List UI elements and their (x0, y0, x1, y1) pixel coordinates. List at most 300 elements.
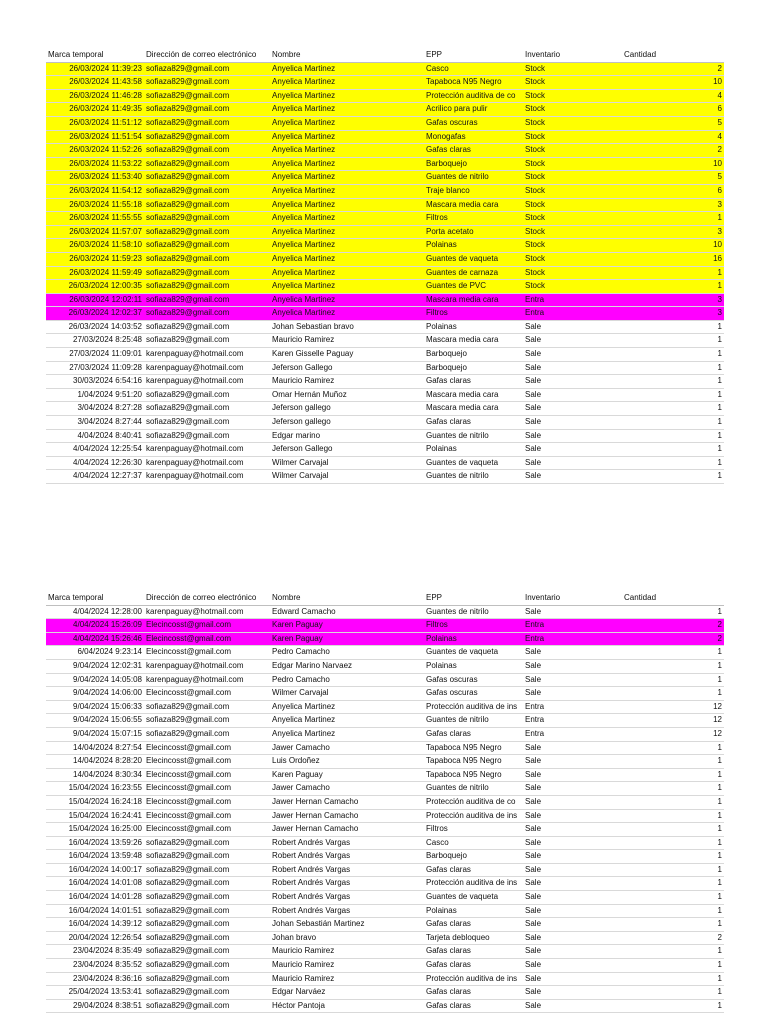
email-cell: sofiaza829@gmail.com (144, 931, 270, 945)
table-row (46, 986, 724, 1000)
inventory-cell: Sale (523, 959, 622, 973)
inventory-cell: Stock (523, 184, 622, 198)
table-row (46, 252, 724, 266)
inventory-cell: Sale (523, 375, 622, 389)
epp-cell: Protección auditiva de ins (424, 700, 523, 714)
quantity-cell: 2 (622, 144, 724, 158)
email-cell: sofiaza829@gmail.com (144, 402, 270, 416)
inventory-cell: Sale (523, 904, 622, 918)
epp-cell: Tapaboca N95 Negro (424, 76, 523, 90)
table-row (46, 348, 724, 362)
column-header: Marca temporal (46, 592, 144, 605)
name-cell: Mauricio Ramirez (270, 334, 424, 348)
timestamp-cell: 4/04/2024 8:40:41 (46, 429, 144, 443)
epp-cell: Gafas oscuras (424, 687, 523, 701)
inventory-cell: Sale (523, 768, 622, 782)
epp-cell: Acrilico para pulir (424, 103, 523, 117)
inventory-table (46, 49, 724, 484)
email-cell: sofiaza829@gmail.com (144, 266, 270, 280)
inventory-cell: Sale (523, 334, 622, 348)
quantity-cell: 1 (622, 795, 724, 809)
quantity-cell: 1 (622, 782, 724, 796)
email-cell: Elecincosst@gmail.com (144, 782, 270, 796)
inventory-cell: Sale (523, 863, 622, 877)
quantity-cell: 16 (622, 252, 724, 266)
table-row (46, 116, 724, 130)
inventory-cell: Sale (523, 850, 622, 864)
column-header: Inventario (523, 49, 622, 62)
name-cell: Jawer Hernan Camacho (270, 823, 424, 837)
quantity-cell: 1 (622, 755, 724, 769)
name-cell: Anyelica Martinez (270, 225, 424, 239)
epp-cell: Protección auditiva de co (424, 89, 523, 103)
quantity-cell: 1 (622, 416, 724, 430)
email-cell: sofiaza829@gmail.com (144, 62, 270, 76)
table-row (46, 198, 724, 212)
table-row (46, 171, 724, 185)
name-cell: Anyelica Martinez (270, 293, 424, 307)
name-cell: Anyelica Martinez (270, 727, 424, 741)
quantity-cell: 1 (622, 375, 724, 389)
email-cell: sofiaza829@gmail.com (144, 239, 270, 253)
name-cell: Johan Sebastian bravo (270, 320, 424, 334)
inventory-cell: Sale (523, 972, 622, 986)
name-cell: Pedro Camacho (270, 673, 424, 687)
epp-cell: Tapaboca N95 Negro (424, 741, 523, 755)
name-cell: Anyelica Martinez (270, 714, 424, 728)
timestamp-cell: 3/04/2024 8:27:28 (46, 402, 144, 416)
timestamp-cell: 26/03/2024 11:57:07 (46, 225, 144, 239)
quantity-cell: 4 (622, 130, 724, 144)
email-cell: karenpaguay@hotmail.com (144, 361, 270, 375)
email-cell: sofiaza829@gmail.com (144, 198, 270, 212)
table-row (46, 184, 724, 198)
inventory-cell: Sale (523, 918, 622, 932)
inventory-cell: Sale (523, 443, 622, 457)
table-row (46, 62, 724, 76)
name-cell: Robert Andrés Vargas (270, 877, 424, 891)
epp-cell: Mascara media cara (424, 402, 523, 416)
name-cell: Anyelica Martinez (270, 76, 424, 90)
table-row (46, 619, 724, 633)
inventory-cell: Stock (523, 62, 622, 76)
timestamp-cell: 16/04/2024 13:59:26 (46, 836, 144, 850)
quantity-cell: 1 (622, 212, 724, 226)
email-cell: sofiaza829@gmail.com (144, 280, 270, 294)
quantity-cell: 3 (622, 293, 724, 307)
column-header: Marca temporal (46, 49, 144, 62)
inventory-cell: Stock (523, 144, 622, 158)
name-cell: Edgar Marino Narvaez (270, 659, 424, 673)
email-cell: sofiaza829@gmail.com (144, 171, 270, 185)
quantity-cell: 1 (622, 959, 724, 973)
name-cell: Mauricio Ramirez (270, 375, 424, 389)
email-cell: sofiaza829@gmail.com (144, 130, 270, 144)
table-row (46, 266, 724, 280)
name-cell: Anyelica Martinez (270, 103, 424, 117)
email-cell: karenpaguay@hotmail.com (144, 673, 270, 687)
timestamp-cell: 16/04/2024 13:59:48 (46, 850, 144, 864)
email-cell: Elecincosst@gmail.com (144, 768, 270, 782)
table-row (46, 89, 724, 103)
name-cell: Robert Andrés Vargas (270, 863, 424, 877)
quantity-cell: 3 (622, 198, 724, 212)
email-cell: sofiaza829@gmail.com (144, 972, 270, 986)
table-row (46, 659, 724, 673)
timestamp-cell: 4/04/2024 12:28:00 (46, 605, 144, 619)
table-row (46, 320, 724, 334)
epp-cell: Polainas (424, 659, 523, 673)
timestamp-cell: 26/03/2024 11:43:58 (46, 76, 144, 90)
table-row (46, 850, 724, 864)
timestamp-cell: 20/04/2024 12:26:54 (46, 931, 144, 945)
epp-cell: Gafas claras (424, 144, 523, 158)
email-cell: sofiaza829@gmail.com (144, 850, 270, 864)
timestamp-cell: 15/04/2024 16:25:00 (46, 823, 144, 837)
table-row (46, 782, 724, 796)
email-cell: sofiaza829@gmail.com (144, 293, 270, 307)
table-row (46, 402, 724, 416)
header-row (46, 592, 724, 605)
table-row (46, 130, 724, 144)
quantity-cell: 1 (622, 266, 724, 280)
epp-cell: Protección auditiva de ins (424, 972, 523, 986)
inventory-cell: Sale (523, 741, 622, 755)
epp-cell: Casco (424, 62, 523, 76)
inventory-cell: Entra (523, 307, 622, 321)
table-row (46, 945, 724, 959)
email-cell: sofiaza829@gmail.com (144, 89, 270, 103)
table-row (46, 375, 724, 389)
epp-cell: Gafas claras (424, 918, 523, 932)
timestamp-cell: 16/04/2024 14:00:17 (46, 863, 144, 877)
table-row (46, 456, 724, 470)
name-cell: Mauricio Ramirez (270, 972, 424, 986)
timestamp-cell: 14/04/2024 8:28:20 (46, 755, 144, 769)
inventory-cell: Entra (523, 700, 622, 714)
timestamp-cell: 26/03/2024 11:49:35 (46, 103, 144, 117)
inventory-cell: Sale (523, 891, 622, 905)
timestamp-cell: 16/04/2024 14:01:28 (46, 891, 144, 905)
quantity-cell: 3 (622, 225, 724, 239)
timestamp-cell: 9/04/2024 15:06:55 (46, 714, 144, 728)
quantity-cell: 1 (622, 972, 724, 986)
quantity-cell: 3 (622, 307, 724, 321)
table-row (46, 836, 724, 850)
email-cell: sofiaza829@gmail.com (144, 225, 270, 239)
quantity-cell: 1 (622, 659, 724, 673)
table-row (46, 646, 724, 660)
table-row (46, 741, 724, 755)
inventory-cell: Entra (523, 727, 622, 741)
table-row (46, 144, 724, 158)
epp-cell: Tapaboca N95 Negro (424, 768, 523, 782)
table-row (46, 157, 724, 171)
inventory-cell: Entra (523, 619, 622, 633)
quantity-cell: 1 (622, 320, 724, 334)
email-cell: sofiaza829@gmail.com (144, 388, 270, 402)
inventory-cell: Sale (523, 673, 622, 687)
name-cell: Johan bravo (270, 931, 424, 945)
epp-cell: Filtros (424, 307, 523, 321)
email-cell: sofiaza829@gmail.com (144, 116, 270, 130)
table-row (46, 795, 724, 809)
inventory-cell: Stock (523, 130, 622, 144)
quantity-cell: 1 (622, 904, 724, 918)
quantity-cell: 10 (622, 239, 724, 253)
email-cell: sofiaza829@gmail.com (144, 945, 270, 959)
name-cell: Robert Andrés Vargas (270, 850, 424, 864)
timestamp-cell: 9/04/2024 12:02:31 (46, 659, 144, 673)
table-row (46, 877, 724, 891)
name-cell: Héctor Pantoja (270, 999, 424, 1013)
inventory-cell: Sale (523, 755, 622, 769)
inventory-cell: Stock (523, 212, 622, 226)
timestamp-cell: 26/03/2024 11:51:12 (46, 116, 144, 130)
quantity-cell: 1 (622, 850, 724, 864)
inventory-cell: Sale (523, 456, 622, 470)
timestamp-cell: 26/03/2024 11:51:54 (46, 130, 144, 144)
inventory-cell: Sale (523, 348, 622, 362)
email-cell: sofiaza829@gmail.com (144, 429, 270, 443)
timestamp-cell: 14/04/2024 8:30:34 (46, 768, 144, 782)
epp-cell: Mascara media cara (424, 388, 523, 402)
name-cell: Robert Andrés Vargas (270, 836, 424, 850)
inventory-cell: Stock (523, 266, 622, 280)
name-cell: Jeferson Gallego (270, 361, 424, 375)
name-cell: Anyelica Martinez (270, 184, 424, 198)
inventory-cell: Stock (523, 76, 622, 90)
timestamp-cell: 26/03/2024 12:00:35 (46, 280, 144, 294)
timestamp-cell: 1/04/2024 9:51:20 (46, 388, 144, 402)
email-cell: Elecincosst@gmail.com (144, 823, 270, 837)
quantity-cell: 1 (622, 361, 724, 375)
email-cell: Elecincosst@gmail.com (144, 795, 270, 809)
epp-cell: Gafas oscuras (424, 673, 523, 687)
name-cell: Anyelica Martinez (270, 266, 424, 280)
epp-cell: Traje blanco (424, 184, 523, 198)
quantity-cell: 2 (622, 62, 724, 76)
header-row (46, 49, 724, 62)
quantity-cell: 1 (622, 605, 724, 619)
epp-cell: Guantes de nitrilo (424, 171, 523, 185)
epp-cell: Polainas (424, 239, 523, 253)
name-cell: Mauricio Ramirez (270, 945, 424, 959)
epp-cell: Barboquejo (424, 850, 523, 864)
timestamp-cell: 27/03/2024 11:09:28 (46, 361, 144, 375)
inventory-cell: Entra (523, 632, 622, 646)
epp-cell: Guantes de vaqueta (424, 646, 523, 660)
timestamp-cell: 16/04/2024 14:39:12 (46, 918, 144, 932)
quantity-cell: 1 (622, 809, 724, 823)
quantity-cell: 1 (622, 673, 724, 687)
quantity-cell: 6 (622, 103, 724, 117)
name-cell: Edgar Narváez (270, 986, 424, 1000)
quantity-cell: 5 (622, 116, 724, 130)
email-cell: Elecincosst@gmail.com (144, 741, 270, 755)
name-cell: Karen Gisselle Paguay (270, 348, 424, 362)
email-cell: Elecincosst@gmail.com (144, 755, 270, 769)
name-cell: Mauricio Ramirez (270, 959, 424, 973)
name-cell: Anyelica Martinez (270, 62, 424, 76)
quantity-cell: 1 (622, 986, 724, 1000)
epp-cell: Polainas (424, 443, 523, 457)
email-cell: sofiaza829@gmail.com (144, 144, 270, 158)
table-row (46, 714, 724, 728)
quantity-cell: 1 (622, 334, 724, 348)
quantity-cell: 1 (622, 863, 724, 877)
inventory-cell: Sale (523, 836, 622, 850)
timestamp-cell: 26/03/2024 12:02:11 (46, 293, 144, 307)
quantity-cell: 10 (622, 157, 724, 171)
name-cell: Edward Camacho (270, 605, 424, 619)
quantity-cell: 4 (622, 89, 724, 103)
column-header: Inventario (523, 592, 622, 605)
name-cell: Anyelica Martinez (270, 130, 424, 144)
name-cell: Robert Andrés Vargas (270, 891, 424, 905)
timestamp-cell: 3/04/2024 8:27:44 (46, 416, 144, 430)
epp-cell: Barboquejo (424, 348, 523, 362)
timestamp-cell: 9/04/2024 14:05:08 (46, 673, 144, 687)
quantity-cell: 1 (622, 823, 724, 837)
inventory-cell: Sale (523, 320, 622, 334)
epp-cell: Mascara media cara (424, 293, 523, 307)
epp-cell: Gafas claras (424, 416, 523, 430)
epp-cell: Gafas claras (424, 727, 523, 741)
column-header: Dirección de correo electrónico (144, 49, 270, 62)
epp-cell: Guantes de vaqueta (424, 456, 523, 470)
quantity-cell: 1 (622, 348, 724, 362)
timestamp-cell: 26/03/2024 11:59:23 (46, 252, 144, 266)
name-cell: Wilmer Carvajal (270, 456, 424, 470)
table-row (46, 605, 724, 619)
name-cell: Karen Paguay (270, 632, 424, 646)
timestamp-cell: 30/03/2024 6:54:16 (46, 375, 144, 389)
name-cell: Anyelica Martinez (270, 252, 424, 266)
epp-cell: Guantes de PVC (424, 280, 523, 294)
inventory-cell: Stock (523, 103, 622, 117)
inventory-cell: Sale (523, 931, 622, 945)
email-cell: karenpaguay@hotmail.com (144, 605, 270, 619)
quantity-cell: 1 (622, 768, 724, 782)
epp-cell: Mascara media cara (424, 198, 523, 212)
inventory-cell: Stock (523, 198, 622, 212)
email-cell: sofiaza829@gmail.com (144, 836, 270, 850)
name-cell: Karen Paguay (270, 619, 424, 633)
name-cell: Anyelica Martinez (270, 171, 424, 185)
quantity-cell: 1 (622, 388, 724, 402)
table-row (46, 293, 724, 307)
inventory-table (46, 592, 724, 1013)
epp-cell: Gafas claras (424, 863, 523, 877)
table-row (46, 755, 724, 769)
epp-cell: Barboquejo (424, 157, 523, 171)
email-cell: sofiaza829@gmail.com (144, 103, 270, 117)
timestamp-cell: 9/04/2024 14:06:00 (46, 687, 144, 701)
quantity-cell: 1 (622, 456, 724, 470)
table-row (46, 768, 724, 782)
email-cell: sofiaza829@gmail.com (144, 252, 270, 266)
quantity-cell: 10 (622, 76, 724, 90)
epp-cell: Gafas claras (424, 959, 523, 973)
timestamp-cell: 16/04/2024 14:01:08 (46, 877, 144, 891)
column-header: Nombre (270, 592, 424, 605)
epp-cell: Gafas claras (424, 375, 523, 389)
inventory-cell: Sale (523, 945, 622, 959)
table-row (46, 673, 724, 687)
quantity-cell: 1 (622, 646, 724, 660)
name-cell: Anyelica Martinez (270, 239, 424, 253)
timestamp-cell: 25/04/2024 13:53:41 (46, 986, 144, 1000)
quantity-cell: 12 (622, 700, 724, 714)
name-cell: Anyelica Martinez (270, 116, 424, 130)
name-cell: Luis Ordoñez (270, 755, 424, 769)
table-row (46, 470, 724, 484)
epp-cell: Guantes de nitrilo (424, 782, 523, 796)
email-cell: sofiaza829@gmail.com (144, 877, 270, 891)
name-cell: Wilmer Carvajal (270, 470, 424, 484)
email-cell: sofiaza829@gmail.com (144, 999, 270, 1013)
email-cell: sofiaza829@gmail.com (144, 184, 270, 198)
timestamp-cell: 14/04/2024 8:27:54 (46, 741, 144, 755)
name-cell: Anyelica Martinez (270, 144, 424, 158)
email-cell: sofiaza829@gmail.com (144, 863, 270, 877)
inventory-cell: Stock (523, 252, 622, 266)
email-cell: Elecincosst@gmail.com (144, 646, 270, 660)
email-cell: karenpaguay@hotmail.com (144, 659, 270, 673)
timestamp-cell: 15/04/2024 16:24:41 (46, 809, 144, 823)
inventory-cell: Sale (523, 361, 622, 375)
name-cell: Jawer Hernan Camacho (270, 795, 424, 809)
name-cell: Jawer Camacho (270, 741, 424, 755)
table-row (46, 863, 724, 877)
quantity-cell: 1 (622, 945, 724, 959)
epp-cell: Monogafas (424, 130, 523, 144)
name-cell: Anyelica Martinez (270, 198, 424, 212)
table-row (46, 103, 724, 117)
table-row (46, 416, 724, 430)
quantity-cell: 1 (622, 429, 724, 443)
epp-cell: Mascara media cara (424, 334, 523, 348)
quantity-cell: 2 (622, 931, 724, 945)
email-cell: karenpaguay@hotmail.com (144, 456, 270, 470)
email-cell: sofiaza829@gmail.com (144, 157, 270, 171)
table-row (46, 225, 724, 239)
name-cell: Jawer Camacho (270, 782, 424, 796)
timestamp-cell: 26/03/2024 11:53:40 (46, 171, 144, 185)
email-cell: sofiaza829@gmail.com (144, 212, 270, 226)
quantity-cell: 1 (622, 918, 724, 932)
email-cell: Elecincosst@gmail.com (144, 809, 270, 823)
timestamp-cell: 23/04/2024 8:35:52 (46, 959, 144, 973)
table-row (46, 443, 724, 457)
timestamp-cell: 26/03/2024 11:46:28 (46, 89, 144, 103)
email-cell: Elecincosst@gmail.com (144, 619, 270, 633)
table-row (46, 239, 724, 253)
epp-cell: Guantes de nitrilo (424, 470, 523, 484)
inventory-cell: Sale (523, 823, 622, 837)
quantity-cell: 12 (622, 714, 724, 728)
column-header: EPP (424, 592, 523, 605)
name-cell: Jawer Hernan Camacho (270, 809, 424, 823)
email-cell: sofiaza829@gmail.com (144, 727, 270, 741)
column-header: Nombre (270, 49, 424, 62)
timestamp-cell: 4/04/2024 15:26:46 (46, 632, 144, 646)
epp-cell: Gafas claras (424, 999, 523, 1013)
email-cell: karenpaguay@hotmail.com (144, 375, 270, 389)
quantity-cell: 1 (622, 443, 724, 457)
timestamp-cell: 4/04/2024 15:26:09 (46, 619, 144, 633)
